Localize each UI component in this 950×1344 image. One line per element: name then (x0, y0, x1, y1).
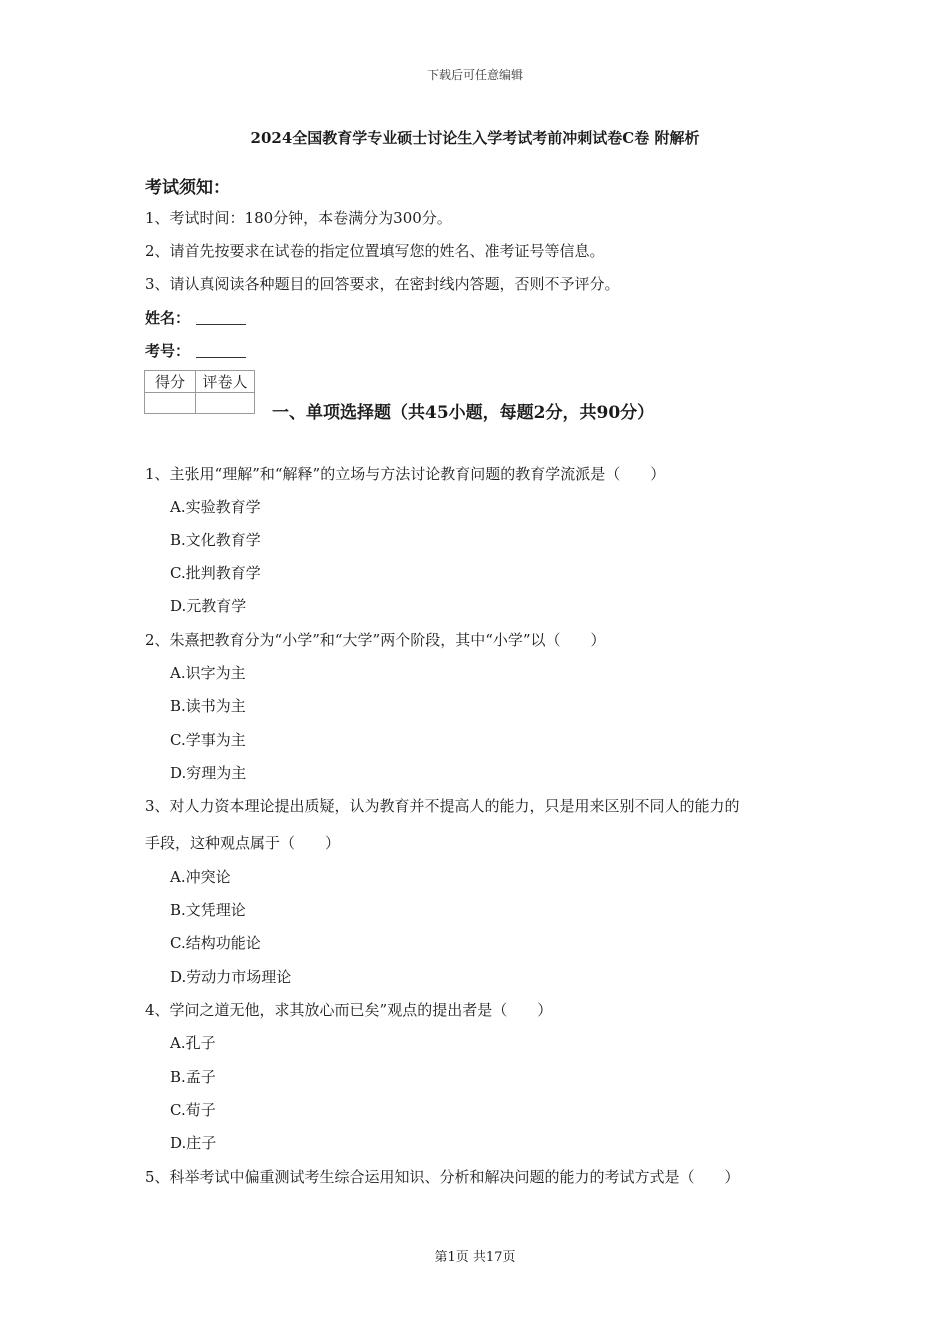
question-2: 2、朱熹把教育分为“小学”和“大学”两个阶段，其中“小学”以（ ） (145, 631, 606, 649)
id-field (145, 340, 246, 361)
grader-cell (196, 393, 255, 414)
id-label: 考号： (145, 342, 191, 360)
option: C.结构功能论 (170, 934, 261, 952)
score-table (144, 370, 255, 414)
question-1: 1、主张用“理解”和“解释”的立场与方法讨论教育问题的教育学流派是（ ） (145, 465, 666, 483)
option: A.孔子 (170, 1034, 216, 1052)
option: A.冲突论 (170, 868, 231, 886)
question-3-continued: 手段，这种观点属于（ ） (145, 834, 341, 852)
notice-item: 2、请首先按要求在试卷的指定位置填写您的姓名、准考证号等信息。 (145, 242, 605, 260)
notice-heading: 考试须知： (145, 178, 230, 198)
name-blank (196, 310, 246, 325)
notice-item: 1、考试时间：180分钟，本卷满分为300分。 (145, 209, 452, 227)
option: B.文凭理论 (170, 901, 246, 919)
option: B.文化教育学 (170, 531, 261, 549)
option: B.读书为主 (170, 697, 246, 715)
question-3: 3、对人力资本理论提出质疑，认为教育并不提高人的能力，只是用来区别不同人的能力的 (145, 797, 740, 815)
option: D.庄子 (170, 1134, 217, 1152)
option: C.学事为主 (170, 731, 246, 749)
option: D.元教育学 (170, 597, 247, 615)
option: A.识字为主 (170, 664, 246, 682)
option: A.实验教育学 (170, 498, 261, 516)
exam-title: 2024全国教育学专业硕士讨论生入学考试考前冲刺试卷C卷 附解析 (250, 129, 700, 147)
score-header: 得分 (145, 371, 196, 393)
option: B.孟子 (170, 1068, 216, 1086)
page-header: 下载后可任意编辑 (426, 68, 523, 82)
option: D.劳动力市场理论 (170, 968, 292, 986)
name-label: 姓名： (145, 309, 191, 327)
page-footer: 第1页 共17页 (434, 1250, 516, 1265)
option: C.批判教育学 (170, 564, 261, 582)
option: D.穷理为主 (170, 764, 247, 782)
section-title: 一、单项选择题（共45小题，每题2分，共90分） (272, 403, 655, 423)
score-cell (145, 393, 196, 414)
id-blank (196, 343, 246, 358)
question-4: 4、学问之道无他，求其放心而已矣”观点的提出者是（ ） (145, 1001, 553, 1019)
name-field (145, 307, 246, 328)
grader-header: 评卷人 (196, 371, 255, 393)
question-5: 5、科举考试中偏重测试考生综合运用知识、分析和解决问题的能力的考试方式是（ ） (145, 1168, 740, 1186)
option: C.荀子 (170, 1101, 216, 1119)
notice-item: 3、请认真阅读各种题目的回答要求，在密封线内答题，否则不予评分。 (145, 275, 620, 293)
